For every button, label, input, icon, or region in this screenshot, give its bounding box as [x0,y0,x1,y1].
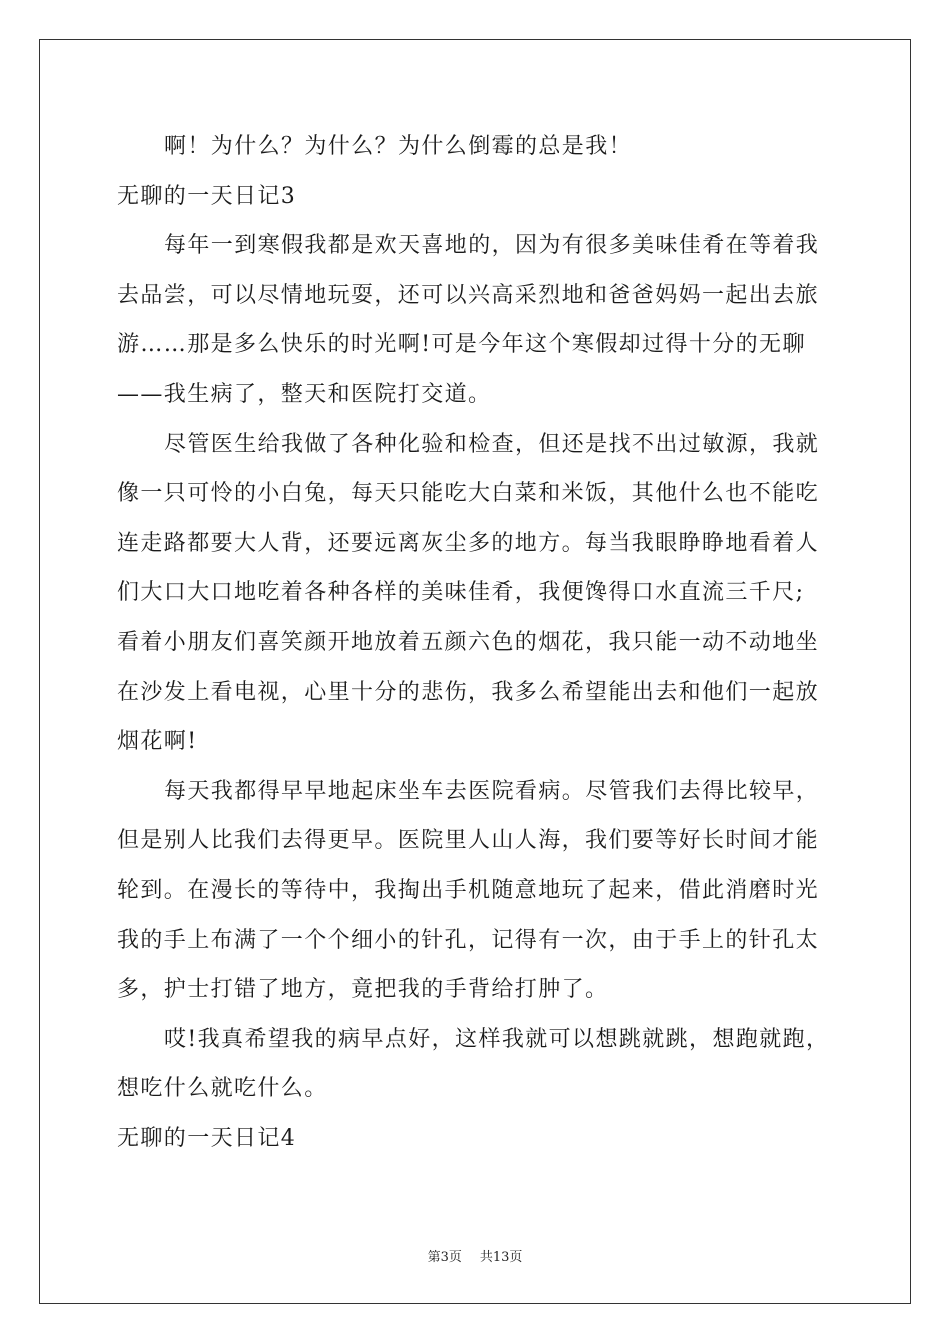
text-line: 轮到。在漫长的等待中，我掏出手机随意地玩了起来，借此消磨时光 [117,877,820,903]
text-line: 在沙发上看电视，心里十分的悲伤，我多么希望能出去和他们一起放 [117,679,820,705]
text-line: 看着小朋友们喜笑颜开地放着五颜六色的烟花，我只能一动不动地坐 [117,629,820,655]
text-line: 我的手上布满了一个个细小的针孔，记得有一次，由于手上的针孔太 [117,927,820,953]
text-line: 尽管医生给我做了各种化验和检查，但还是找不出过敏源，我就 [164,431,820,457]
text-line: 游……那是多么快乐的时光啊!可是今年这个寒假却过得十分的无聊 [117,332,806,358]
page-number: 第3页 [427,1250,462,1265]
text-line: 啊！为什么？为什么？为什么倒霉的总是我！ [164,134,633,159]
text-line: 们大口大口地吃着各种各样的美味佳肴，我便馋得口水直流三千尺; [117,580,805,606]
page-footer [0,1246,950,1265]
page-total: 共13页 [479,1250,523,1265]
text-line: 每年一到寒假我都是欢天喜地的，因为有很多美味佳肴在等着我 [164,233,820,259]
document-body [117,122,842,1163]
section-heading: 无聊的一天日记4 [117,1125,297,1151]
text-line: 多，护士打错了地方，竟把我的手背给打肿了。 [117,977,609,1003]
text-line: ——我生病了，整天和医院打交道。 [117,381,492,407]
text-line: 烟花啊! [117,729,198,755]
text-line: 连走路都要大人背，还要远离灰尘多的地方。每当我眼睁睁地看着人 [117,530,820,556]
section-heading: 无聊的一天日记3 [117,183,297,209]
text-line: 想吃什么就吃什么。 [117,1076,328,1102]
text-line: 每天我都得早早地起床坐车去医院看病。尽管我们去得比较早， [164,778,820,804]
text-line: 但是别人比我们去得更早。医院里人山人海，我们要等好长时间才能 [117,828,820,854]
text-line: 去品尝，可以尽情地玩耍，还可以兴高采烈地和爸爸妈妈一起出去旅 [117,282,820,308]
text-line: 哎!我真希望我的病早点好，这样我就可以想跳就跳，想跑就跑， [164,1026,830,1052]
text-line: 像一只可怜的小白兔，每天只能吃大白菜和米饭，其他什么也不能吃 [117,481,820,507]
